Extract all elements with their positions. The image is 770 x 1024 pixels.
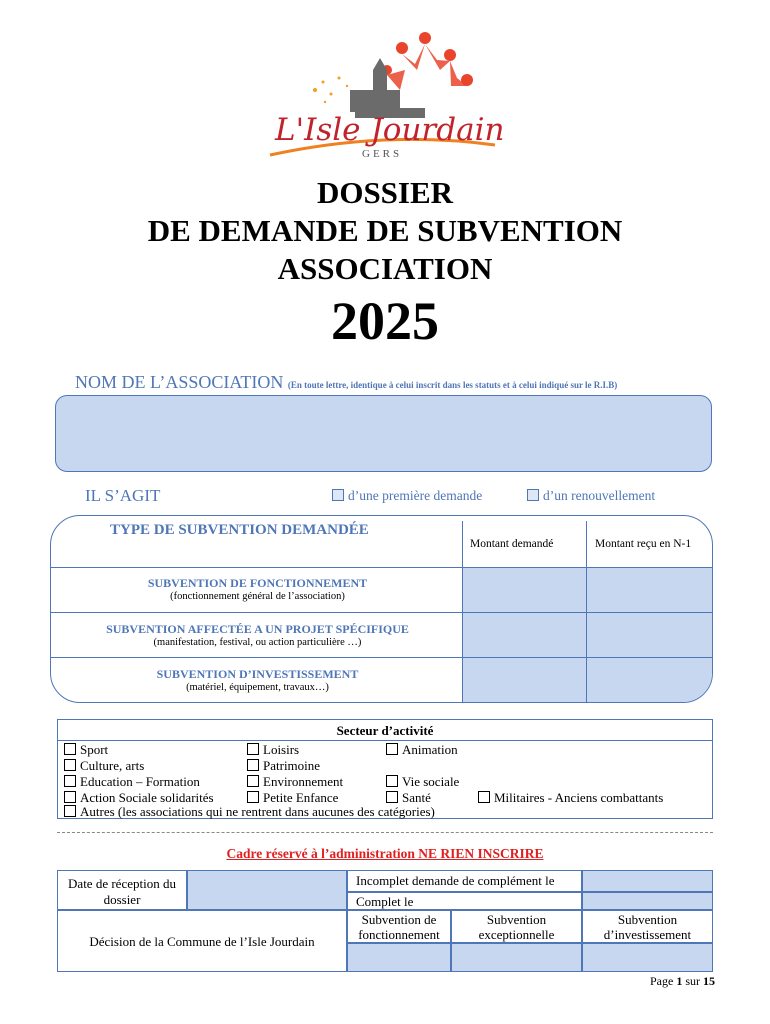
page-current: 1 [676, 974, 683, 988]
sector-vie-sociale-label: Vie sociale [402, 774, 460, 789]
page-sep: sur [682, 974, 703, 988]
checkbox-animation[interactable] [386, 743, 398, 755]
checkbox-education[interactable] [64, 775, 76, 787]
title-line-3: ASSOCIATION [277, 251, 493, 286]
il-sagit-label: IL S’AGIT [85, 486, 161, 505]
checkbox-patrimoine[interactable] [247, 759, 259, 771]
sector-animation-label: Animation [402, 742, 458, 757]
sector-petite-enfance-label: Petite Enfance [263, 790, 339, 805]
sector-sport-label: Sport [80, 742, 109, 757]
sub-fonctionnement-field[interactable] [347, 943, 451, 972]
row-fonctionnement-sub: (fonctionnement général de l’association) [170, 591, 345, 602]
checkbox-culture[interactable] [64, 759, 76, 771]
checkbox-autres[interactable] [64, 805, 76, 817]
amount-cells[interactable] [462, 567, 712, 702]
option-renewal-label: d’un renouvellement [543, 488, 656, 503]
sector-petite-enfance[interactable] [247, 790, 338, 806]
admin-title [0, 846, 770, 862]
sector-culture-label: Culture, arts [80, 758, 145, 773]
sector-title: Secteur d’activité [336, 723, 434, 738]
sector-education-label: Education – Formation [80, 774, 200, 789]
page-number [0, 974, 715, 989]
complet-label: Complet le [347, 892, 582, 910]
sector-loisirs-label: Loisirs [263, 742, 300, 757]
logo-name: L'Isle Jourdain [275, 112, 505, 148]
row-investissement-sub: (matériel, équipement, travaux…) [186, 682, 329, 693]
checkbox-petite-enfance[interactable] [247, 791, 259, 803]
checkbox-environnement[interactable] [247, 775, 259, 787]
row-fonctionnement-title: SUBVENTION DE FONCTIONNEMENT [147, 576, 368, 590]
decision-label: Décision de la Commune de l’Isle Jourdain [57, 910, 347, 972]
sub-exceptionnelle-label: Subvention exceptionnelle [451, 910, 582, 943]
complet-field[interactable] [582, 892, 713, 910]
sector-autres[interactable] [64, 804, 435, 820]
sector-sport[interactable] [64, 742, 108, 758]
admin-title-text: Cadre réservé à l’administration NE RIEN INSCRIRE [226, 846, 544, 861]
sector-militaires[interactable] [478, 790, 663, 806]
incomplet-field[interactable] [582, 870, 713, 892]
title-line-1: DOSSIER [316, 175, 454, 210]
checkbox-renewal[interactable] [527, 489, 539, 501]
row-projet-sub: (manifestation, festival, ou action particulière …) [153, 637, 362, 648]
checkbox-sante[interactable] [386, 791, 398, 803]
sector-education[interactable] [64, 774, 200, 790]
row-investissement-title: SUBVENTION D’INVESTISSEMENT [156, 667, 359, 681]
col-amount-requested: Montant demandé [470, 538, 554, 550]
association-label-text: NOM DE L’ASSOCIATION [75, 372, 284, 392]
incomplet-label: Incomplet demande de complément le [347, 870, 582, 892]
sector-militaires-label: Militaires - Anciens combattants [494, 790, 664, 805]
checkbox-militaires[interactable] [478, 791, 490, 803]
option-first-request-label: d’une première demande [348, 488, 483, 503]
sector-autres-label: Autres (les associations qui ne rentrent dans aucunes des catégories) [80, 804, 435, 819]
option-renewal[interactable] [527, 488, 655, 504]
sector-culture[interactable] [64, 758, 144, 774]
option-first-request[interactable] [332, 488, 482, 504]
checkbox-vie-sociale[interactable] [386, 775, 398, 787]
sector-vie-sociale[interactable] [386, 774, 459, 790]
sector-action-sociale-label: Action Sociale solidarités [80, 790, 214, 805]
checkbox-sport[interactable] [64, 743, 76, 755]
association-name-field[interactable] [55, 395, 712, 472]
subvention-type-title: TYPE DE SUBVENTION DEMANDÉE [110, 522, 369, 538]
row-projet-title: SUBVENTION AFFECTÉE A UN PROJET SPÉCIFIQUE [106, 622, 409, 636]
separator-dashed [57, 832, 713, 833]
logo-people-icon [382, 32, 473, 90]
title-line-2: DE DEMANDE DE SUBVENTION [147, 213, 623, 248]
association-hint: (En toute lettre, identique à celui inscrit dans les statuts et à celui indiqué sur le R.I.B) [287, 380, 618, 390]
sector-sante[interactable] [386, 790, 431, 806]
logo-region: GERS [362, 148, 403, 160]
logo-stars-icon [313, 77, 348, 104]
sector-patrimoine[interactable] [247, 758, 320, 774]
sector-animation[interactable] [386, 742, 458, 758]
page-total: 15 [703, 974, 715, 988]
sector-environnement-label: Environnement [263, 774, 344, 789]
sector-patrimoine-label: Patrimoine [263, 758, 321, 773]
sector-loisirs[interactable] [247, 742, 299, 758]
date-reception-label: Date de réception du dossier [57, 870, 187, 910]
sub-exceptionnelle-field[interactable] [451, 943, 582, 972]
checkbox-loisirs[interactable] [247, 743, 259, 755]
checkbox-action-sociale[interactable] [64, 791, 76, 803]
date-reception-field[interactable] [187, 870, 347, 910]
page-prefix: Page [650, 974, 677, 988]
sub-fonctionnement-label: Subvention de fonctionnement [347, 910, 451, 943]
year: 2025 [331, 291, 439, 351]
sub-investissement-label: Subvention d’investissement [582, 910, 713, 943]
checkbox-first-request[interactable] [332, 489, 344, 501]
sector-environnement[interactable] [247, 774, 343, 790]
sub-investissement-field[interactable] [582, 943, 713, 972]
col-amount-received: Montant reçu en N-1 [595, 538, 692, 550]
association-label [75, 372, 617, 393]
sector-sante-label: Santé [402, 790, 431, 805]
